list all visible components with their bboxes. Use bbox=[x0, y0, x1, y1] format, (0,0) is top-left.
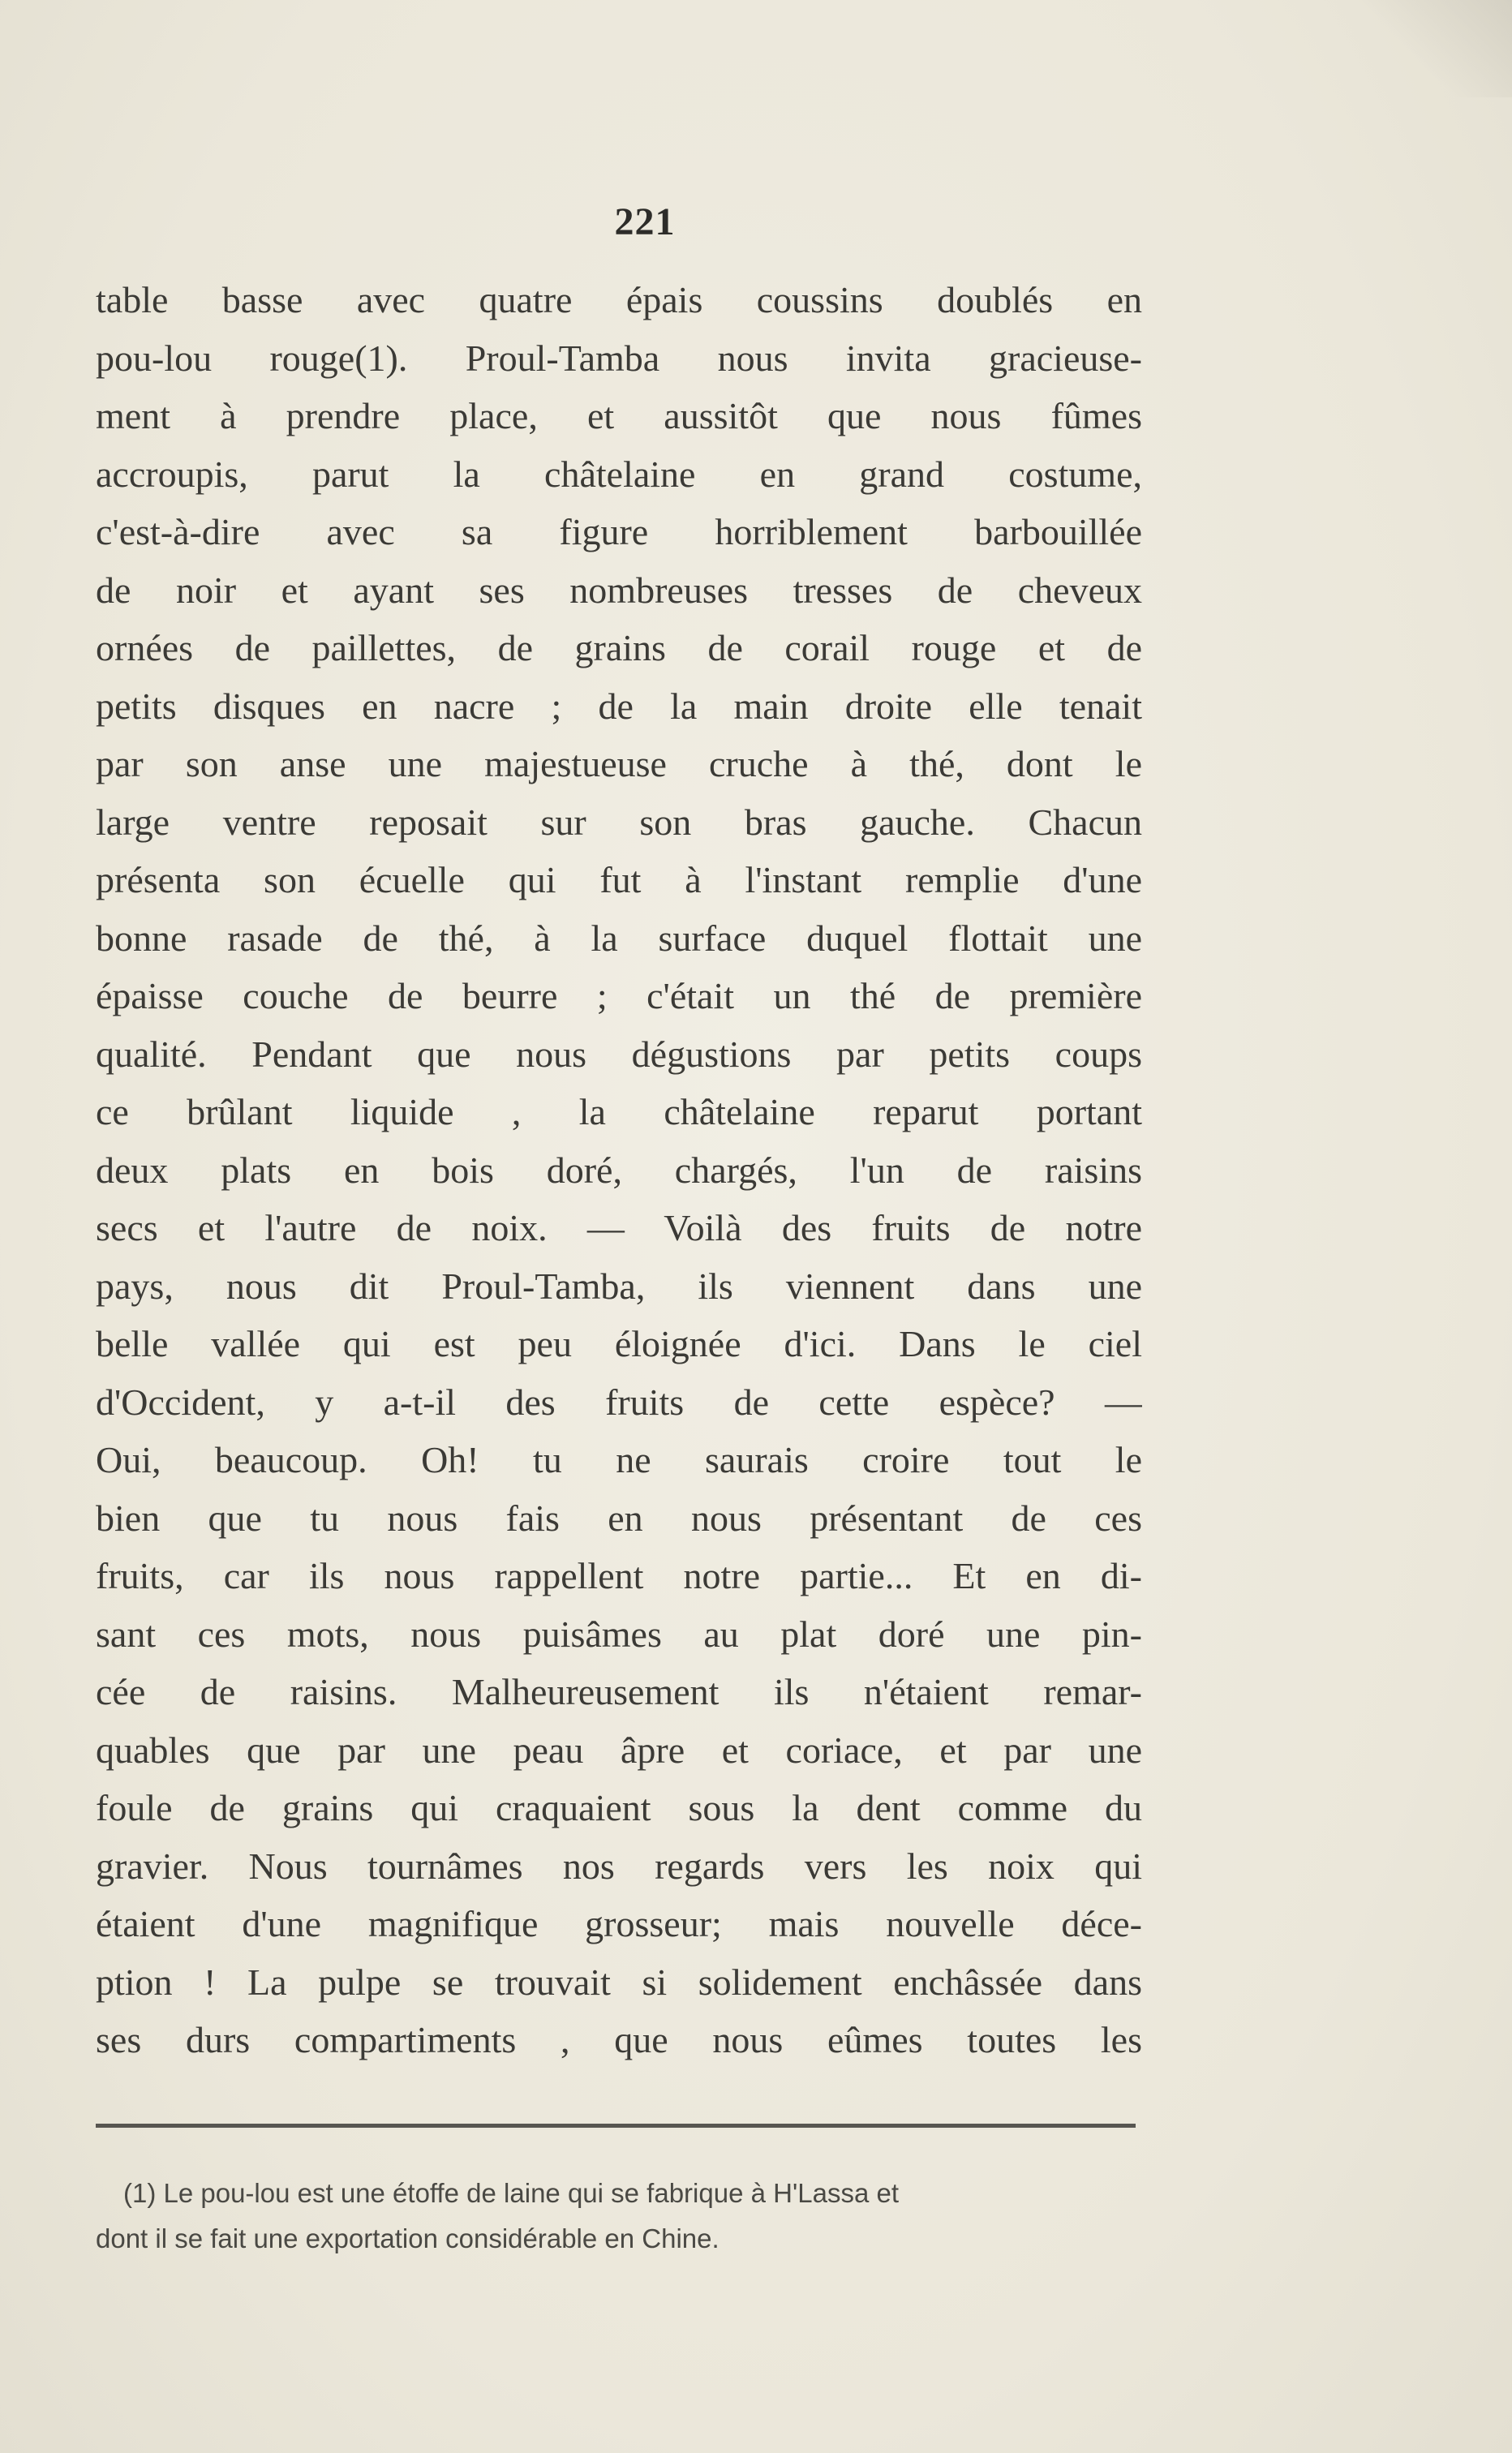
text-line: fruits, car ils nous rappellent notre partie... Et en di- bbox=[96, 1555, 1142, 1596]
text-line: ornées de paillettes, de grains de corail rouge et de bbox=[96, 627, 1142, 668]
text-line: ses durs compartiments , que nous eûmes toutes les bbox=[96, 2019, 1142, 2060]
text-line: épaisse couche de beurre ; c'était un thé de première bbox=[96, 975, 1142, 1016]
text-line: belle vallée qui est peu éloignée d'ici. Dans le ciel bbox=[96, 1323, 1142, 1364]
text-line: pou-lou rouge(1). Proul-Tamba nous invita gracieuse- bbox=[96, 337, 1142, 379]
body-text bbox=[96, 271, 1142, 2069]
text-line: sant ces mots, nous puisâmes au plat doré une pin- bbox=[96, 1613, 1142, 1655]
text-line: foule de grains qui craquaient sous la dent comme du bbox=[96, 1787, 1142, 1828]
footnote-divider bbox=[96, 2124, 1136, 2128]
text-line: table basse avec quatre épais coussins doublés en bbox=[96, 279, 1142, 320]
text-line: ment à prendre place, et aussitôt que nous fûmes bbox=[96, 395, 1142, 436]
text-line: deux plats en bois doré, chargés, l'un de raisins bbox=[96, 1149, 1142, 1191]
text-line: ption ! La pulpe se trouvait si solidement enchâssée dans bbox=[96, 1961, 1142, 2003]
text-line: de noir et ayant ses nombreuses tresses de cheveux bbox=[96, 569, 1142, 611]
text-line: qualité. Pendant que nous dégustions par petits coups bbox=[96, 1033, 1142, 1075]
text-line: large ventre reposait sur son bras gauche. Chacun bbox=[96, 801, 1142, 843]
text-line: bonne rasade de thé, à la surface duquel flottait une bbox=[96, 917, 1142, 959]
page-corner-shadow bbox=[1350, 0, 1512, 97]
text-line: petits disques en nacre ; de la main droite elle tenait bbox=[96, 685, 1142, 727]
text-line: pays, nous dit Proul-Tamba, ils viennent dans une bbox=[96, 1265, 1142, 1307]
text-line: bien que tu nous fais en nous présentant de ces bbox=[96, 1497, 1142, 1539]
text-line: c'est-à-dire avec sa figure horriblement barbouillée bbox=[96, 511, 1142, 552]
text-line: d'Occident, y a-t-il des fruits de cette espèce? — bbox=[96, 1381, 1142, 1423]
text-line: ce brûlant liquide , la châtelaine reparut portant bbox=[96, 1091, 1142, 1132]
text-line: cée de raisins. Malheureusement ils n'étaient remar- bbox=[96, 1671, 1142, 1712]
text-line: présenta son écuelle qui fut à l'instant remplie d'une bbox=[96, 859, 1142, 900]
text-line: Oui, beaucoup. Oh! tu ne saurais croire tout le bbox=[96, 1439, 1142, 1480]
text-line: par son anse une majestueuse cruche à thé, dont le bbox=[96, 743, 1142, 784]
text-line: secs et l'autre de noix. — Voilà des fruits de notre bbox=[96, 1207, 1142, 1248]
text-line: étaient d'une magnifique grosseur; mais nouvelle déce- bbox=[96, 1903, 1142, 1944]
text-line: accroupis, parut la châtelaine en grand costume, bbox=[96, 453, 1142, 495]
text-line: gravier. Nous tournâmes nos regards vers les noix qui bbox=[96, 1845, 1142, 1887]
footnote-line: dont il se fait une exportation considérable en Chine. bbox=[96, 2223, 719, 2253]
text-line: quables que par une peau âpre et coriace, et par une bbox=[96, 1729, 1142, 1771]
footnote-line: (1) Le pou-lou est une étoffe de laine qui se fabrique à H'Lassa et bbox=[123, 2178, 900, 2208]
page-number: 221 bbox=[614, 200, 676, 243]
footnote bbox=[96, 2171, 1150, 2262]
